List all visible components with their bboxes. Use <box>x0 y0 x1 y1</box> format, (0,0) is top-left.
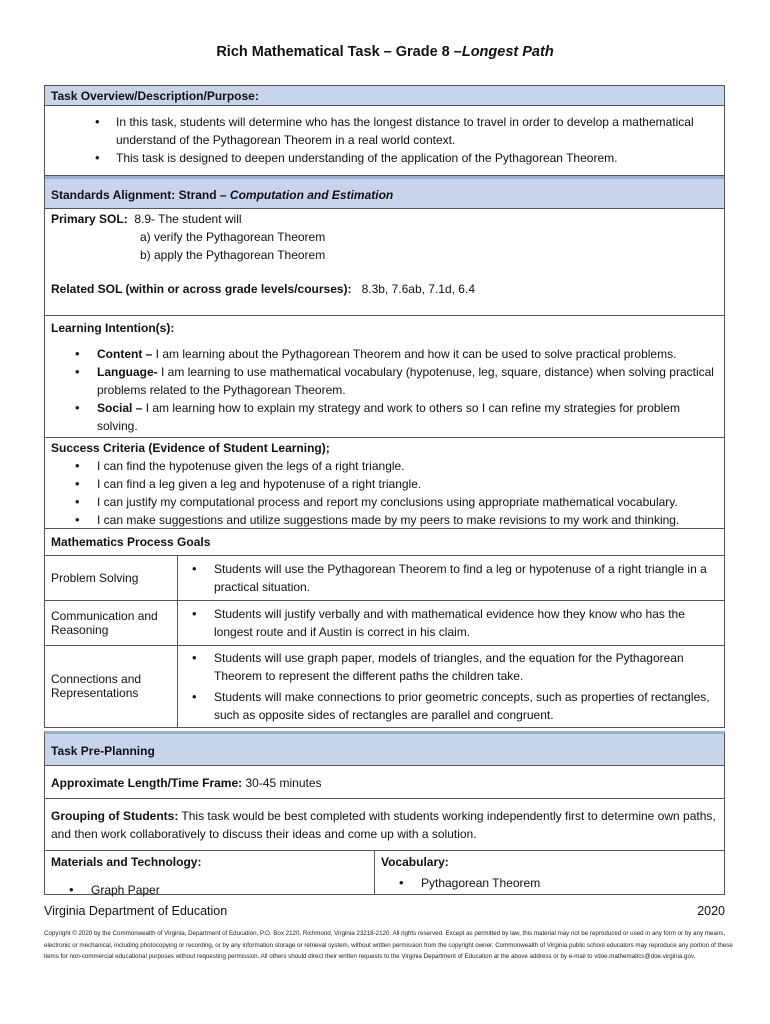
process-label: Communication and Reasoning <box>45 600 178 645</box>
materials-label: Materials and Technology: <box>51 854 202 869</box>
learning-section <box>44 316 725 438</box>
process-cell <box>178 645 725 727</box>
standards-prefix: Standards Alignment: Strand – <box>51 188 230 202</box>
document-title <box>0 44 770 60</box>
table-row <box>45 556 725 600</box>
table-row <box>45 645 725 727</box>
materials-cell <box>45 851 375 897</box>
list-item: • In this task, students will determine who has the longest distance to travel in order to develop a mathematical understand of the Pythagorean Theorem in a real world context. <box>45 113 724 149</box>
list-item: • Students will justify verbally and with mathematical evidence how they know who has the longest route and if Austin is correct in his claim. <box>184 605 718 641</box>
learning-list <box>51 345 718 435</box>
overview-header: Task Overview/Description/Purpose: <box>45 86 724 106</box>
copyright-notice: Copyright © 2020 by the Commonwealth of Virginia, Department of Education, P.O. Box 2120, Richmond, Virginia 23218-2120. All rights reserved. Except as permitted by law, this material may not be reproduced or used in any form or by any means, electronic or mechanical, including photocopying or recording, or by any information storage or retrieval system, without written permission from the copyright owner. Commonwealth of Virginia public school educators may reproduce any portion of these items for non-commercial educational purposes without requesting permission. All others should direct their written requests to the Virginia Department of Education at the above address or by e-mail to vdoe.mathematics@doe.virginia.gov. <box>44 930 733 960</box>
related-sol-text: 8.3b, 7.6ab, 7.1d, 6.4 <box>361 282 475 296</box>
list-item: • Students will make connections to prior geometric concepts, such as properties of rectangles, such as opposite sides of rectangles are parallel and congruent. <box>184 688 718 724</box>
vocab-list <box>375 874 724 892</box>
overview-list <box>45 106 724 167</box>
process-label: Connections and Representations <box>45 645 178 727</box>
length-text: 30-45 minutes <box>242 775 322 790</box>
list-item: • Language- I am learning to use mathematical vocabulary (hypotenuse, leg, square, distance) when solving practical problems related to the Pythagorean Theorem. <box>51 363 718 399</box>
standards-header <box>45 176 724 209</box>
primary-sol-b: b) apply the Pythagorean Theorem <box>140 248 326 262</box>
footer-org: Virginia Department of Education <box>44 904 228 918</box>
primary-sol-label: Primary SOL: <box>51 212 128 226</box>
process-cell <box>178 600 725 645</box>
task-document <box>44 85 725 895</box>
process-header-row <box>44 529 725 556</box>
materials-vocab-row <box>44 851 725 895</box>
preplanning-header: Task Pre-Planning <box>44 731 725 766</box>
list-item: • I can find the hypotenuse given the legs of a right triangle. <box>51 457 718 475</box>
list-item: • I can make suggestions and utilize suggestions made by my peers to make revisions to my work and thinking. <box>51 511 718 529</box>
length-label: Approximate Length/Time Frame: <box>51 775 243 790</box>
success-list <box>51 457 718 529</box>
list-item: • Social – I am learning how to explain my strategy and work to others so I can refine my strategies for problem solving. <box>51 399 718 435</box>
title-main: Rich Mathematical Task – Grade 8 – <box>216 44 462 60</box>
primary-sol-text: 8.9- The student will <box>134 212 242 226</box>
standards-strand: Computation and Estimation <box>229 188 394 202</box>
length-row <box>44 766 725 799</box>
list-item: • This task is designed to deepen understanding of the application of the Pythagorean Theorem. <box>45 149 724 167</box>
list-item: • Graph Paper <box>45 881 374 899</box>
table-row <box>45 600 725 645</box>
footer <box>44 904 725 918</box>
list-item: • Pythagorean Theorem <box>375 874 724 892</box>
success-section <box>44 438 725 529</box>
standards-section <box>44 176 725 316</box>
grouping-label: Grouping of Students: <box>51 808 179 823</box>
overview-section <box>44 85 725 176</box>
footer-year: 2020 <box>697 904 725 918</box>
list-item: • Students will use the Pythagorean Theorem to find a leg or hypotenuse of a right triangle in a practical situation. <box>184 560 718 596</box>
vocab-cell <box>375 851 724 894</box>
grouping-row <box>44 799 725 851</box>
materials-list <box>45 881 374 899</box>
title-task-name: Longest Path <box>461 44 554 60</box>
process-goals-table <box>44 556 725 728</box>
vocab-label: Vocabulary: <box>381 854 449 869</box>
process-label: Problem Solving <box>45 556 178 600</box>
primary-sol <box>45 209 724 302</box>
process-cell <box>178 556 725 600</box>
success-header: Success Criteria (Evidence of Student Learning); <box>51 441 330 455</box>
process-header: Mathematics Process Goals <box>51 535 211 549</box>
list-item: • I can justify my computational process and report my conclusions using appropriate mathematical vocabulary. <box>51 493 718 511</box>
learning-header: Learning Intention(s): <box>51 321 175 335</box>
grouping-text: This task would be best completed with students working independently first to determine own paths, and then work collaboratively to discuss their ideas and come up with a solution. <box>51 808 716 841</box>
list-item: • Content – I am learning about the Pythagorean Theorem and how it can be used to solve practical problems. <box>51 345 718 363</box>
list-item: • Students will use graph paper, models of triangles, and the equation for the Pythagorean Theorem to represent the different paths the children take. <box>184 649 718 685</box>
related-sol-label: Related SOL (within or across grade levels/courses): <box>51 282 352 296</box>
primary-sol-a: a) verify the Pythagorean Theorem <box>140 230 326 244</box>
list-item: • I can find a leg given a leg and hypotenuse of a right triangle. <box>51 475 718 493</box>
